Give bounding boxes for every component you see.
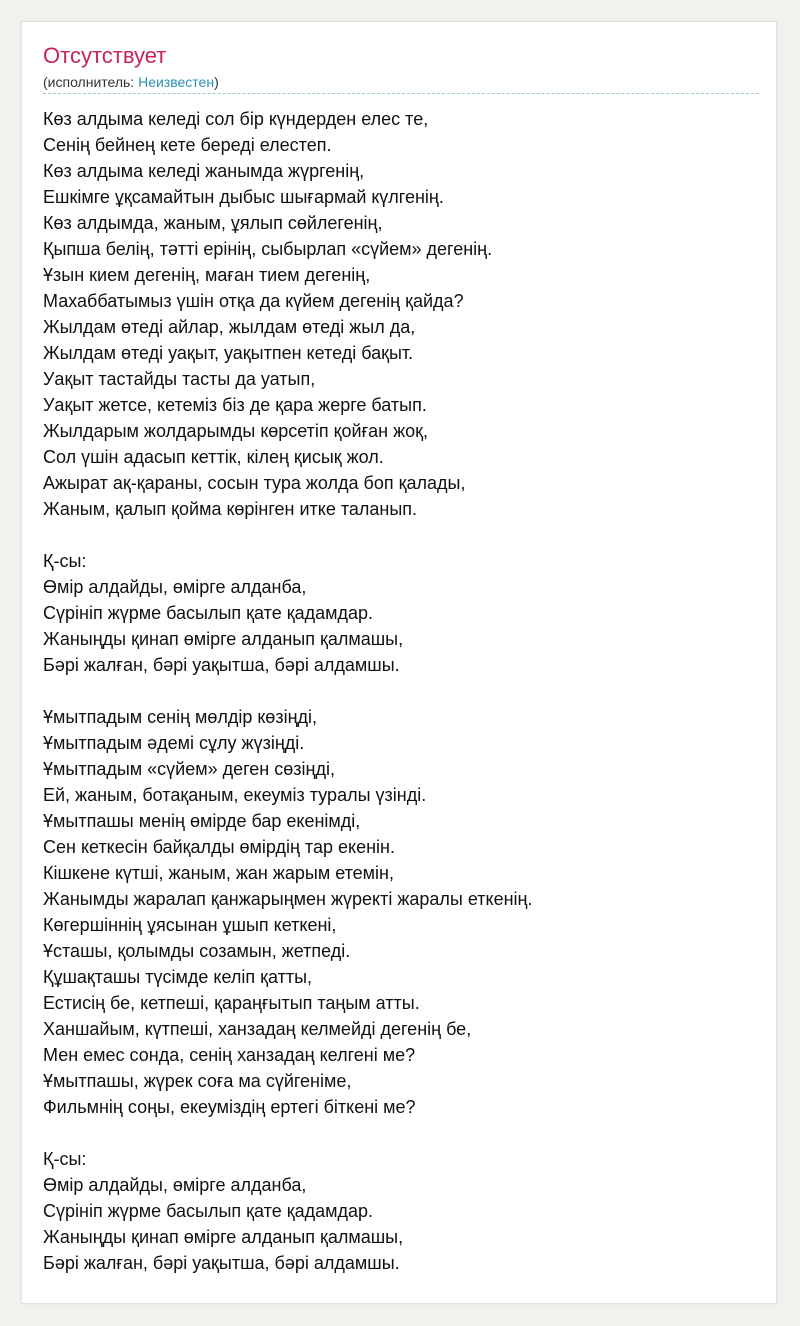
performer-suffix: ) — [214, 74, 219, 90]
lyrics-line: Ханшайым, күтпеші, ханзадаң келмейді дегенің бе, — [43, 1019, 472, 1039]
performer-prefix: (исполнитель: — [43, 74, 139, 90]
lyrics-line: Жаныңды қинап өмірге алданып қалмашы, — [43, 629, 404, 649]
lyrics-line: Ұмытпашы менің өмірде бар екенімді, — [43, 811, 361, 831]
lyrics-line: Өмір алдайды, өмірге алданба, — [43, 1175, 307, 1195]
lyrics-line: Жылдам өтеді уақыт, уақытпен кетеді бақыт. — [43, 343, 414, 363]
lyrics-line: Бәрі жалған, бәрі уақытша, бәрі алдамшы. — [43, 1253, 400, 1273]
lyrics-line: Естисің бе, кетпеші, қараңғытып таңым атты. — [43, 993, 420, 1013]
lyrics-line: Бәрі жалған, бәрі уақытша, бәрі алдамшы. — [43, 655, 400, 675]
lyrics-line: Уақыт тастайды тасты да уатып, — [43, 369, 316, 389]
lyrics-line: Ұмытпадым сенің мөлдір көзіңді, — [43, 707, 318, 727]
lyrics-line: Көз алдыма келеді сол бір күндерден елес те, — [43, 109, 429, 129]
title-divider — [43, 93, 759, 94]
lyrics-line: Мен емес сонда, сенің ханзадаң келгені ме? — [43, 1045, 416, 1065]
lyrics-line: Сен кеткесін байқалды өмірдің тар екенін. — [43, 837, 395, 857]
lyrics-line: Жанымды жаралап қанжарыңмен жүректі жаралы еткенің. — [43, 889, 533, 909]
lyrics-line: Сүрініп жүрме басылып қате қадамдар. — [43, 1201, 374, 1221]
lyrics-line: Ей, жаным, ботақаным, екеуміз туралы үзінді. — [43, 785, 427, 805]
lyrics-line: Фильмнің соңы, екеуміздің ертегі біткені ме? — [43, 1097, 416, 1117]
performer-line — [43, 73, 219, 91]
lyrics-line: Ұзын кием дегенің, маған тием дегенің, — [43, 265, 371, 285]
lyrics-text — [43, 106, 759, 1276]
lyrics-line: Жаным, қалып қойма көрінген итке таланып. — [43, 499, 418, 519]
lyrics-line: Ажырат ақ-қараны, сосын тура жолда боп қалады, — [43, 473, 466, 493]
lyrics-line: Көгершіннің ұясынан ұшып кеткені, — [43, 915, 337, 935]
lyrics-line: Уақыт жетсе, кетеміз біз де қара жерге батып. — [43, 395, 427, 415]
performer-link[interactable]: Неизвестен — [138, 74, 215, 90]
lyrics-line: Жылдарым жолдарымды көрсетіп қойған жоқ, — [43, 421, 429, 441]
lyrics-line: Ұмытпадым әдемі сұлу жүзіңді. — [43, 733, 305, 753]
lyrics-line: Көз алдыма келеді жанымда жүргенің, — [43, 161, 365, 181]
lyrics-line: Жылдам өтеді айлар, жылдам өтеді жыл да, — [43, 317, 416, 337]
lyrics-line: Ұмытпашы, жүрек соға ма сүйгеніме, — [43, 1071, 352, 1091]
lyrics-line: Көз алдымда, жаным, ұялып сөйлегенің, — [43, 213, 383, 233]
lyrics-line: Сүрініп жүрме басылып қате қадамдар. — [43, 603, 374, 623]
stanza-break — [43, 1120, 759, 1146]
lyrics-line: Өмір алдайды, өмірге алданба, — [43, 577, 307, 597]
lyrics-line: Қ-сы: — [43, 551, 87, 571]
stanza-break — [43, 678, 759, 704]
lyrics-line: Сол үшін адасып кеттік, кілең қисық жол. — [43, 447, 384, 467]
stanza-break — [43, 522, 759, 548]
lyrics-line: Жаныңды қинап өмірге алданып қалмашы, — [43, 1227, 404, 1247]
lyrics-line: Құшақташы түсімде келіп қатты, — [43, 967, 313, 987]
lyrics-line: Ұмытпадым «сүйем» деген сөзіңді, — [43, 759, 335, 779]
lyrics-line: Ұсташы, қолымды созамын, жетпеді. — [43, 941, 351, 961]
song-title: Отсутствует — [43, 43, 167, 68]
lyrics-line: Ешкімге ұқсамайтын дыбыс шығармай күлгенің. — [43, 187, 444, 207]
lyrics-line: Кішкене күтші, жаным, жан жарым етемін, — [43, 863, 394, 883]
lyrics-line: Қ-сы: — [43, 1149, 87, 1169]
lyrics-line: Махаббатымыз үшін отқа да күйем дегенің қайда? — [43, 291, 464, 311]
lyrics-line: Қыпша белің, тәтті ерінің, сыбырлап «сүйем» дегенің. — [43, 239, 493, 259]
lyrics-card — [21, 21, 777, 1304]
lyrics-line: Сенің бейнең кете береді елестеп. — [43, 135, 332, 155]
